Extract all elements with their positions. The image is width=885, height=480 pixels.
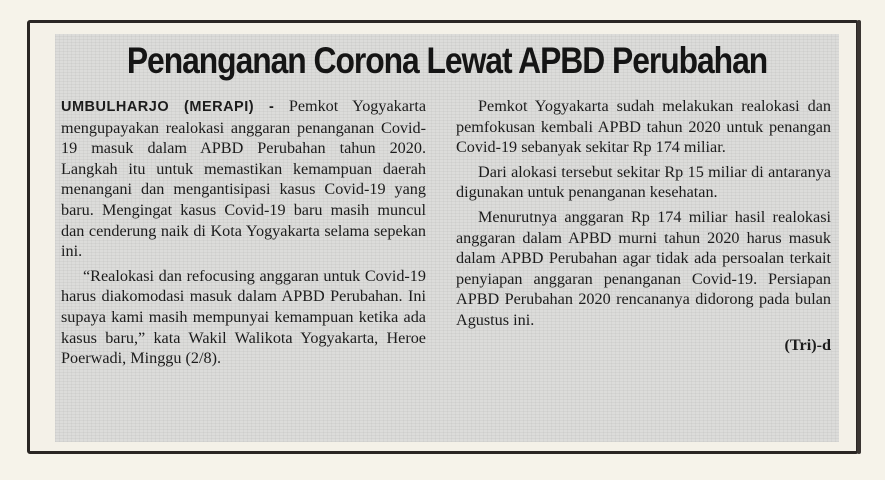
- article-paragraph: “Realokasi dan refocusing anggaran untuk Covid-19 harus diakomodasi masuk dalam APBD Perubahan. Ini supaya kami masih mempunyai kemampuan ketika ada kasus baru,” kata Wakil Walikota Yogyakarta, Heroe Poerwadi, Minggu (2/8).: [61, 266, 426, 368]
- frame-edge: [857, 20, 861, 454]
- article-paragraph: [61, 96, 426, 262]
- article-paragraph: Menurutnya anggaran Rp 174 miliar hasil realokasi anggaran dalam APBD murni tahun 2020 harus masuk dalam APBD Perubahan agar tidak ada persoalan terkait penyiapan anggaran penanganan Covid-19. Persiapan APBD Perubahan 2020 rencananya didorong pada bulan Agustus ini.: [456, 207, 831, 329]
- article-headline: Penanganan Corona Lewat APBD Perubahan: [126, 40, 768, 81]
- article-paragraph: Dari alokasi tersebut sekitar Rp 15 miliar di antaranya digunakan untuk penanganan kesehatan.: [456, 162, 831, 202]
- article-dateline: UMBULHARJO (MERAPI) -: [61, 99, 275, 115]
- article-paragraph-text: Pemkot Yogyakarta mengupayakan realokasi anggaran penanganan Covid-19 masuk dalam APBD Perubahan tahun 2020. Langkah itu untuk memastikan kemampuan daerah menangani dan mengantisipasi kasus Covid-19 yang baru. Mengingat kasus Covid-19 baru masih muncul dan cenderung naik di Kota Yogyakarta selama sepekan ini.: [61, 97, 427, 261]
- newspaper-clipping: [55, 34, 839, 442]
- article-column-left: [61, 96, 426, 373]
- article-column-right: [456, 96, 831, 355]
- article-byline: (Tri)-d: [784, 335, 831, 354]
- article-paragraph: Pemkot Yogyakarta sudah melakukan realokasi dan pemfokusan kembali APBD tahun 2020 untuk penangan Covid-19 sebanyak sekitar Rp 174 miliar.: [456, 97, 831, 157]
